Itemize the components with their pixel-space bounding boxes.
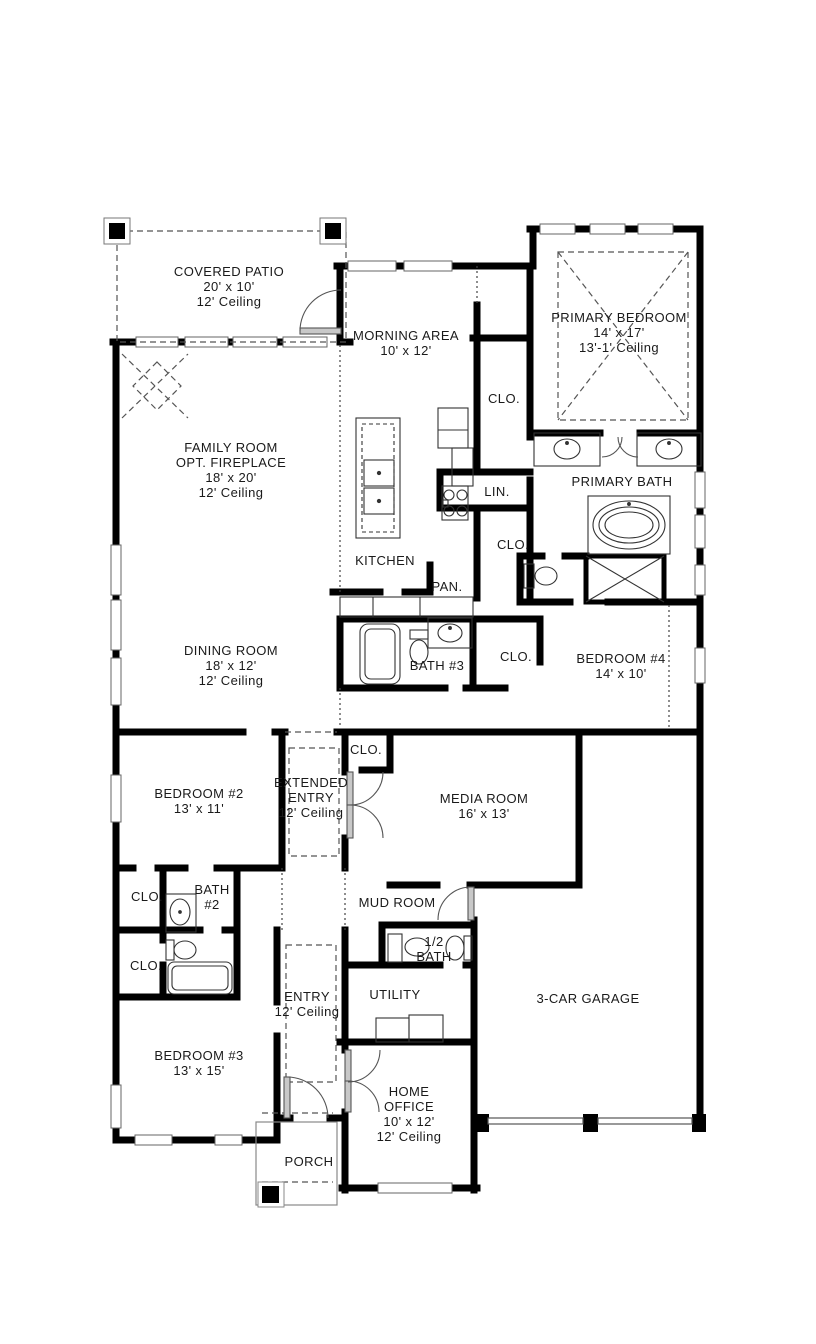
- label-hall-closet: CLO.: [350, 742, 382, 757]
- label-covered-patio: COVERED PATIO 20' x 10' 12' Ceiling: [173, 264, 285, 309]
- label-primary-bath: PRIMARY BATH: [571, 474, 673, 489]
- label-morning-area: MORNING AREA 10' x 12': [353, 328, 459, 358]
- label-entry: ENTRY 12' Ceiling: [274, 989, 340, 1019]
- label-family-room: FAMILY ROOM OPT. FIREPLACE 18' x 20' 12' Ceiling: [175, 440, 287, 500]
- label-bath2-closet-1: CLO.: [131, 889, 163, 904]
- label-primary-bedroom: PRIMARY BEDROOM 14' x 17' 13'-1' Ceiling: [551, 310, 687, 355]
- label-home-office: HOME OFFICE 10' x 12' 12' Ceiling: [376, 1084, 442, 1144]
- label-garage: 3-CAR GARAGE: [536, 991, 640, 1006]
- label-primary-closet-1: CLO.: [488, 391, 520, 406]
- label-mud-room: MUD ROOM: [358, 895, 436, 910]
- label-bedroom-3: BEDROOM #3 13' x 15': [154, 1048, 244, 1078]
- label-bedroom-2: BEDROOM #2 13' x 11': [154, 786, 244, 816]
- label-pantry: PAN.: [431, 579, 463, 594]
- label-linen: LIN.: [484, 484, 510, 499]
- label-dining-room: DINING ROOM 18' x 12' 12' Ceiling: [184, 643, 278, 688]
- label-primary-closet-2: CLO.: [497, 537, 529, 552]
- label-porch: PORCH: [284, 1154, 334, 1169]
- label-bath-2: BATH #2: [194, 882, 230, 912]
- label-bedroom-4: BEDROOM #4 14' x 10': [576, 651, 666, 681]
- label-bath2-closet-2: CLO.: [130, 958, 162, 973]
- label-utility: UTILITY: [369, 987, 421, 1002]
- label-kitchen: KITCHEN: [355, 553, 415, 568]
- label-bath-3: BATH #3: [409, 658, 465, 673]
- label-half-bath: 1/2 BATH: [416, 934, 452, 964]
- label-extended-entry: EXTENDED ENTRY 12' Ceiling: [274, 775, 348, 820]
- label-bedroom4-closet: CLO.: [500, 649, 532, 664]
- label-media-room: MEDIA ROOM 16' x 13': [439, 791, 529, 821]
